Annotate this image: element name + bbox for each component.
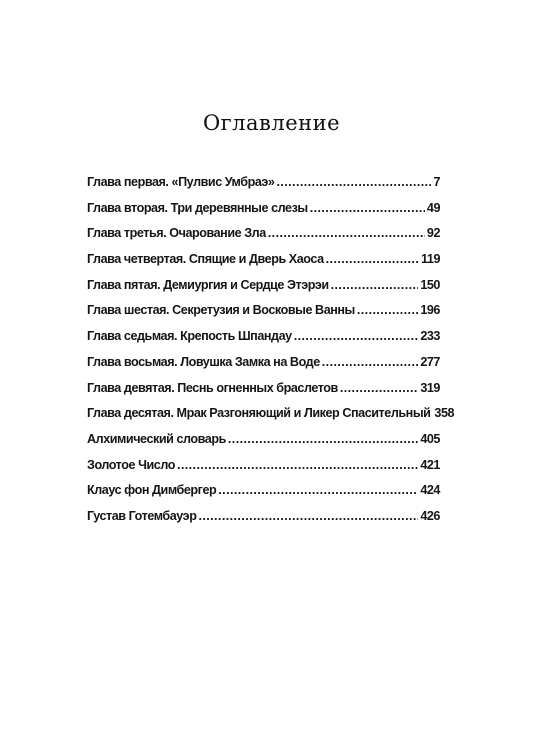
toc-leader-dots bbox=[228, 432, 418, 446]
toc-entry-label: Глава девятая. Песнь огненных браслетов bbox=[87, 380, 338, 395]
toc-title: Оглавление bbox=[202, 111, 341, 135]
toc-entry[interactable] bbox=[87, 303, 440, 329]
toc-leader-dots bbox=[198, 509, 418, 523]
toc-entry-page: 424 bbox=[420, 483, 440, 498]
toc-entry[interactable] bbox=[87, 201, 440, 227]
toc-entry-page: 92 bbox=[426, 226, 440, 241]
toc-entry-label: Глава восьмая. Ловушка Замка на Воде bbox=[87, 354, 320, 369]
toc-entry-label: Глава четвертая. Спящие и Дверь Хаоса bbox=[87, 252, 324, 267]
toc-leader-dots bbox=[310, 201, 425, 215]
toc-entry-label: Золотое Число bbox=[87, 457, 175, 472]
toc-entry[interactable] bbox=[87, 226, 440, 252]
toc-leader-dots bbox=[268, 226, 425, 240]
toc-leader-dots bbox=[276, 175, 431, 189]
toc-entry-page: 421 bbox=[420, 457, 440, 472]
toc-entry-label: Алхимический словарь bbox=[87, 431, 226, 446]
toc-entry-label: Клаус фон Димбергер bbox=[87, 483, 217, 498]
toc-entry[interactable] bbox=[87, 406, 455, 432]
toc-entry-label: Глава первая. «Пулвис Умбраэ» bbox=[87, 175, 275, 189]
toc-leader-dots bbox=[326, 252, 419, 266]
table-of-contents bbox=[87, 175, 455, 535]
toc-entry[interactable] bbox=[87, 432, 440, 458]
toc-entry-page: 150 bbox=[420, 277, 440, 292]
toc-entry[interactable] bbox=[87, 381, 440, 407]
toc-entry-label: Глава вторая. Три деревянные слезы bbox=[87, 200, 308, 215]
toc-entry-page: 233 bbox=[420, 329, 440, 344]
toc-entry[interactable] bbox=[87, 458, 440, 484]
toc-entry-page: 49 bbox=[426, 200, 440, 215]
toc-entry-page: 196 bbox=[420, 303, 440, 318]
toc-leader-dots bbox=[294, 329, 419, 343]
toc-entry[interactable] bbox=[87, 278, 440, 304]
toc-entry[interactable] bbox=[87, 252, 440, 278]
toc-entry-label: Глава седьмая. Крепость Шпандау bbox=[87, 329, 292, 344]
toc-entry-page: 358 bbox=[434, 406, 455, 421]
toc-entry-label: Глава шестая. Секретузия и Восковые Ванны bbox=[87, 303, 355, 318]
toc-entry[interactable] bbox=[87, 329, 440, 355]
toc-leader-dots bbox=[177, 458, 418, 472]
toc-leader-dots bbox=[322, 355, 419, 369]
toc-leader-dots bbox=[340, 381, 418, 395]
toc-entry-label: Густав Готембауэр bbox=[87, 508, 197, 523]
toc-entry-label: Глава пятая. Демиургия и Сердце Этэрэи bbox=[87, 277, 329, 292]
toc-leader-dots bbox=[218, 483, 418, 497]
toc-entry[interactable] bbox=[87, 483, 440, 509]
toc-entry[interactable] bbox=[87, 509, 440, 535]
toc-entry-page: 277 bbox=[420, 354, 440, 369]
toc-entry-label: Глава третья. Очарование Зла bbox=[87, 226, 266, 241]
toc-entry-page: 319 bbox=[420, 380, 440, 395]
toc-entry[interactable] bbox=[87, 175, 440, 201]
toc-leader-dots bbox=[331, 278, 419, 292]
toc-entry-page: 7 bbox=[433, 175, 440, 189]
toc-entry[interactable] bbox=[87, 355, 440, 381]
toc-leader-dots bbox=[357, 303, 418, 317]
toc-entry-page: 426 bbox=[420, 508, 440, 523]
toc-entry-label: Глава десятая. Мрак Разгоняющий и Ликер Спасительный bbox=[87, 406, 431, 421]
toc-entry-page: 405 bbox=[420, 431, 440, 446]
toc-entry-page: 119 bbox=[421, 252, 440, 267]
